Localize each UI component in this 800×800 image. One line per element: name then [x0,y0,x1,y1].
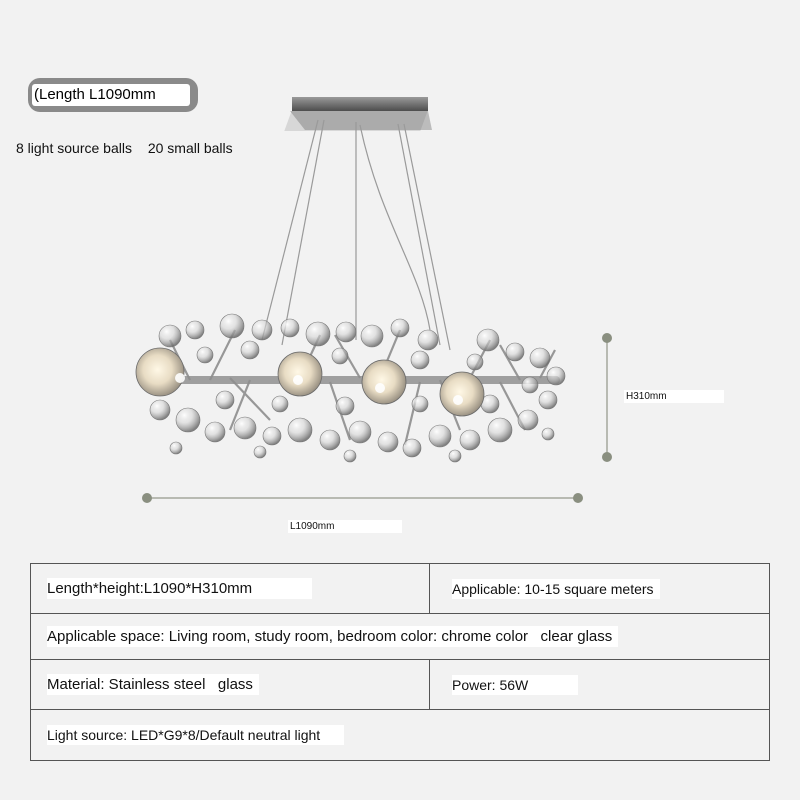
spec-cell-power [429,660,769,709]
spec-row-2 [31,614,769,660]
spec-dimensions: Length*height:L1090*H310mm [47,578,312,599]
spec-cell-area [429,564,769,613]
spec-power: Power: 56W [452,675,578,695]
spec-cell-material [31,660,429,709]
feature-light-balls: 8 light source balls [16,140,132,156]
spec-row-4 [31,710,769,760]
spec-cell-light-source [31,710,769,760]
spec-row-3 [31,660,769,710]
spec-light-source: Light source: LED*G9*8/Default neutral light [47,725,344,745]
suspension-wires [262,120,450,350]
spec-material: Material: Stainless steel glass [47,674,259,695]
length-label: L1090mm [288,520,402,533]
feature-small-balls: 20 small balls [147,140,233,156]
spec-row-1 [31,564,769,614]
spec-cell-space [31,614,769,659]
spec-area: Applicable: 10-15 square meters [452,579,660,599]
height-label: H310mm [624,390,724,403]
length-badge-text: (Length L1090mm [32,84,190,106]
spec-cell-dimensions [31,564,429,613]
length-dimension [142,493,583,503]
ceiling-plate [292,97,428,111]
spec-table [30,563,770,761]
height-dimension [602,333,612,462]
spec-space-color: Applicable space: Living room, study room, bedroom color: chrome color clear glass [47,626,618,647]
